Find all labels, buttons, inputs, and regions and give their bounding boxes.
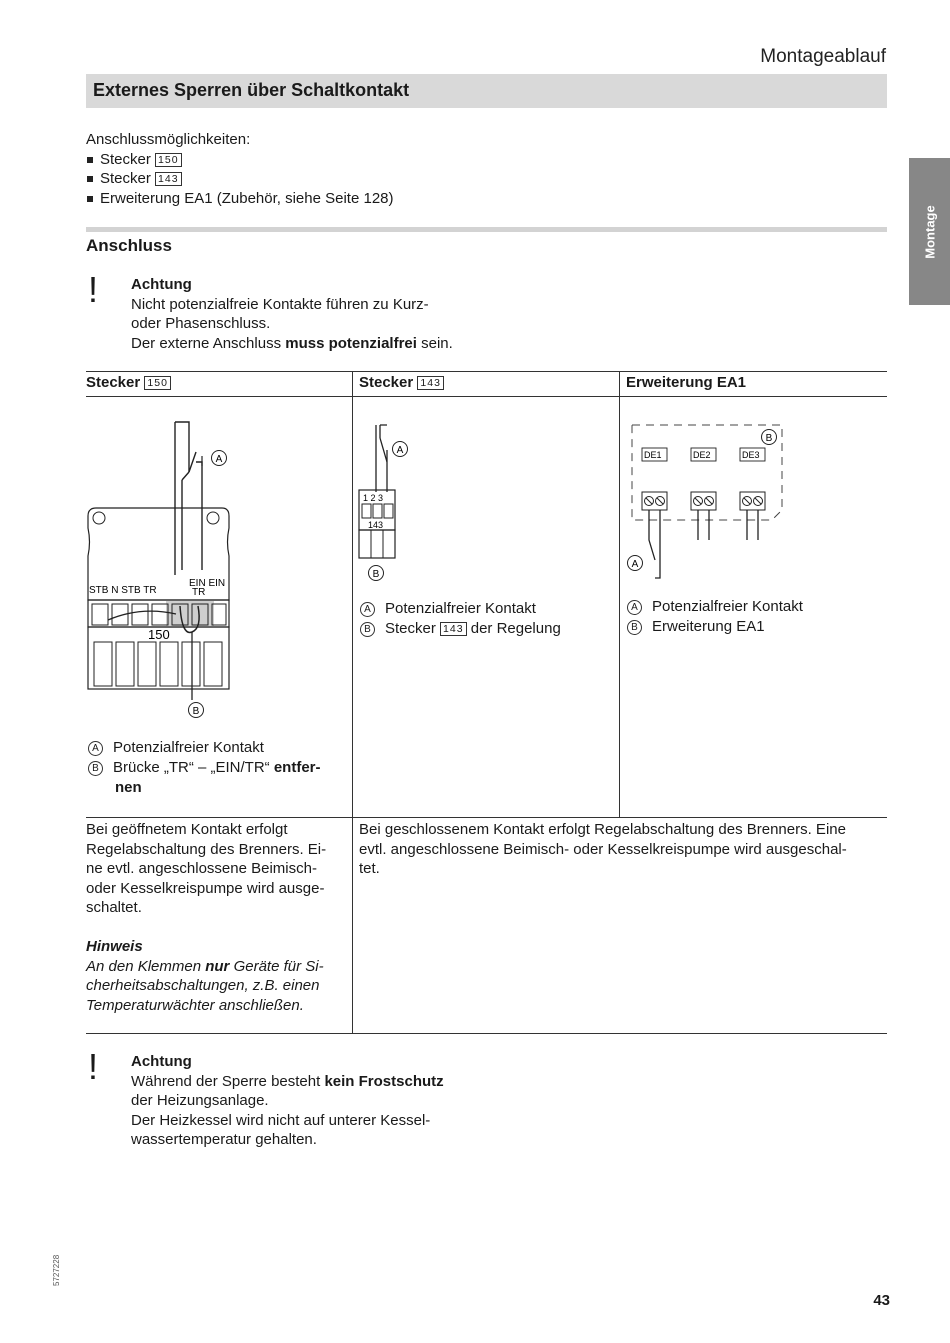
de1-label: DE1 [644, 450, 662, 460]
label-a: A [396, 445, 404, 456]
table-header-rule [86, 396, 887, 397]
terminal-labels: STB N STB TR [89, 585, 157, 596]
legend-col1 [88, 738, 348, 798]
intro-label: Anschlussmöglichkeiten: [86, 131, 251, 148]
plug-number: 143 [368, 520, 384, 530]
section-title-bar [86, 74, 887, 108]
list-item: Stecker 143 [86, 169, 394, 189]
warning-line: Während der Sperre besteht kein Frostschutz [131, 1072, 444, 1090]
side-tab-label: Montage [922, 204, 937, 259]
label-b: B [765, 433, 773, 444]
warning-icon: ! [88, 269, 99, 310]
label-a: A [631, 559, 639, 570]
doc-code: 5727228 [52, 1254, 61, 1286]
note-title: Hinweis [86, 938, 143, 955]
legend-item: B Erweiterung EA1 [627, 617, 877, 637]
pin-labels: 1 2 3 [363, 493, 384, 503]
plug-box: 150 [155, 153, 182, 167]
side-tab[interactable] [909, 158, 950, 305]
legend-item: A Potenzialfreier Kontakt [360, 599, 610, 619]
warning-line: oder Phasenschluss. [131, 315, 271, 332]
note-line: Temperaturwächter anschließen. [86, 996, 304, 1014]
table-bottom-rule [86, 1033, 887, 1034]
diagram-stecker-150 [86, 420, 236, 720]
terminal-labels-tr: TR [192, 587, 206, 598]
page-number: 43 [873, 1292, 890, 1309]
label-b: B [372, 569, 380, 580]
terminal-labels-top: EIN EIN [189, 578, 226, 589]
legend-item: A Potenzialfreier Kontakt [627, 597, 877, 617]
anschluss-heading: Anschluss [86, 236, 172, 255]
col-header-stecker-143: Stecker 143 [359, 374, 444, 391]
list-item: Erweiterung EA1 (Zubehör, siehe Seite 128) [86, 189, 394, 209]
diagram-stecker-143 [356, 420, 436, 585]
warning-block [131, 275, 453, 353]
table-top-rule [86, 371, 887, 372]
note-line: An den Klemmen nur Geräte für Si- [86, 957, 324, 975]
de2-label: DE2 [693, 450, 711, 460]
label-a: A [215, 454, 223, 465]
body-col1: Bei geöffnetem Kontakt erfolgt Regelabschaltung des Brenners. Ei- ne evtl. angeschlossene Beimisch- oder Kesselkreispumpe wird ausge- schaltet. Hinweis An den Klemmen nur Geräte für Si- cherheitsabschaltungen, z.B. einen Temperaturwächter anschließen. [86, 820, 348, 1015]
body-col2: Bei geschlossenem Kontakt erfolgt Regelabschaltung des Brenners. Eine evtl. angeschlossene Beimisch- oder Kesselkreispumpe wird ausgeschal- tet. [359, 821, 847, 877]
legend-col3 [627, 597, 877, 637]
warning-line: wassertemperatur gehalten. [131, 1131, 317, 1148]
warning-line: Der externe Anschluss muss potenzialfrei sein. [131, 334, 453, 352]
plug-number: 150 [148, 627, 170, 642]
col-header-ea1: Erweiterung EA1 [626, 374, 747, 391]
warning-title: Achtung [131, 1053, 192, 1070]
warning-line: Nicht potenzialfreie Kontakte führen zu Kurz- [131, 295, 429, 313]
table-mid-rule [86, 817, 887, 818]
legend-item-cont: nen [115, 779, 142, 796]
plug-box: 143 [440, 622, 467, 636]
warning-title: Achtung [131, 276, 192, 293]
plug-box: 143 [155, 172, 182, 186]
legend-item: B Stecker 143 der Regelung [360, 619, 610, 639]
table-col-divider [352, 371, 353, 1033]
chapter-title: Montageablauf [760, 46, 886, 67]
diagram-ea1 [622, 420, 792, 585]
plug-box: 150 [144, 376, 171, 390]
warning-block [131, 1052, 444, 1150]
plug-box: 143 [417, 376, 444, 390]
note-line: cherheitsabschaltungen, z.B. einen [86, 977, 320, 994]
table-col-divider [619, 371, 620, 817]
warning-line: der Heizungsanlage. [131, 1092, 269, 1109]
section-title: Externes Sperren über Schaltkontakt [93, 80, 410, 100]
list-item: Stecker 150 [86, 150, 394, 170]
intro-list [86, 130, 394, 208]
warning-line: Der Heizkessel wird nicht auf unterer Kessel- [131, 1111, 431, 1129]
legend-col2 [360, 599, 610, 639]
label-b: B [192, 706, 200, 717]
section-divider [86, 227, 887, 232]
legend-item: B Brücke „TR“ – „EIN/TR“ entfer- [88, 758, 348, 778]
legend-item: A Potenzialfreier Kontakt [88, 738, 348, 758]
de3-label: DE3 [742, 450, 760, 460]
col-header-stecker-150: Stecker 150 [86, 374, 171, 391]
warning-icon: ! [88, 1046, 99, 1087]
